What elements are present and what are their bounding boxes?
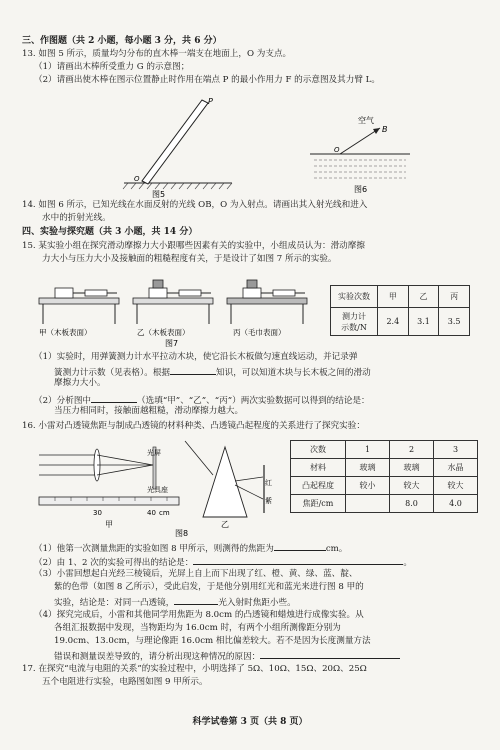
q16-sub1 [34, 541, 347, 555]
answer-blank[interactable] [274, 541, 326, 551]
text-segment: 簧测力计示数（见表格）。根据 [54, 368, 171, 378]
q16-sub3-line3 [54, 595, 296, 609]
fig6-ray-arrow [373, 128, 380, 134]
fig6-water-lines [314, 160, 406, 178]
fig7-setup-bing [227, 280, 307, 324]
table-row [291, 477, 478, 495]
fig8-label-screen: 光屏 [147, 449, 161, 457]
table-cell: 2.4 [378, 308, 409, 336]
table-cell: 3 [434, 441, 478, 459]
table-cell: 甲 [378, 286, 409, 308]
fig8-jia [39, 447, 179, 529]
fig8-label-bench: 光具座 [147, 486, 168, 494]
table-row [331, 308, 470, 336]
table-row [291, 441, 478, 459]
page-footer: 科学试卷第 3 页（共 8 页） [192, 717, 308, 727]
fig6-label-b: B [382, 125, 388, 134]
text-segment: 光入射时焦距小些。 [218, 598, 296, 608]
fig8-ray [97, 455, 153, 465]
text-segment: （2）由 1、2 次的实验可得出的结论是： [34, 558, 194, 568]
q16-stem: 16. 小雷对凸透镜焦距与制成凸透镜的材料种类、凸透镜凸起程度的关系进行了探究实验： [22, 421, 365, 431]
answer-blank[interactable] [260, 649, 400, 659]
fig8-prism-ray [185, 441, 213, 475]
table-cell: 凸起程度 [291, 477, 346, 495]
table-cell: 玻璃 [390, 459, 434, 477]
fig7-label-jia: 甲（木板表面） [39, 328, 92, 337]
table-cell: 玻璃 [346, 459, 390, 477]
fig7-label-yi: 乙（木板表面） [137, 328, 190, 337]
table-cell [331, 308, 378, 336]
fig5-label-o: O [134, 175, 140, 183]
text-segment: （2）分析图中 [34, 396, 92, 406]
q15-sub2-line1 [34, 393, 370, 407]
answer-blank[interactable] [174, 595, 218, 605]
answer-blank[interactable] [91, 393, 137, 403]
fig6-label-air: 空气 [358, 116, 374, 125]
fig5-rod [142, 100, 208, 184]
fig7-caption: 图7 [165, 339, 179, 348]
q14-line2: 水中的折射光线。 [42, 213, 111, 223]
row-label-line1: 测力计 [342, 311, 366, 321]
q16-sub4-line4 [54, 649, 400, 663]
table-row [291, 495, 478, 513]
q13-stem: 13. 如图 5 所示，质量均匀分布的直木棒一端支在地面上，O 为支点。 [22, 49, 292, 59]
q16-sub2 [34, 555, 412, 569]
fig8-tick-40: 40 [147, 509, 156, 517]
fig8-caption: 图8 [175, 529, 189, 537]
table-cell: 4.0 [434, 495, 478, 513]
q13-sub1: （1）请画出木棒所受重力 G 的示意图； [34, 62, 190, 72]
fig8-label-yi: 乙 [221, 520, 229, 529]
table-cell: 水晶 [434, 459, 478, 477]
table-cell: 1 [346, 441, 390, 459]
table-cell: 2 [390, 441, 434, 459]
q14-line1: 14. 如图 6 所示，已知光线在水面反射的光线 OB，O 为入射点。请画出其入射光线和进入 [22, 200, 368, 210]
fig8-tick-30: 30 [93, 509, 102, 517]
fig7-setup-yi [133, 280, 213, 324]
text-segment: 。 [403, 558, 412, 568]
table-cell: 乙 [408, 286, 439, 308]
fig8-dispersed-ray [235, 477, 263, 481]
q15-line2: 力大小与压力大小及接触面的粗糙程度有关，于是设计了如图 7 所示的实验。 [42, 254, 337, 264]
table-cell: 材料 [291, 459, 346, 477]
table-cell: 焦距/cm [291, 495, 346, 513]
figure-5 [120, 95, 240, 200]
q16-sub3-line1: （3）小雷回想起白光经三棱镜后，光屏上自上而下出现了红、橙、黄、绿、蓝、靛、 [34, 569, 358, 579]
table-row [291, 459, 478, 477]
q16-sub4-line1: （4）探究完成后，小雷和其他同学用焦距为 8.0cm 的凸透镜和蜡烛进行成像实验。从 [34, 610, 364, 620]
q15-sub2-line2: 当压力相同时，接触面越粗糙，滑动摩擦力越大。 [54, 406, 244, 416]
figure-6 [300, 110, 420, 195]
text-segment: 实验，结论是：对同一凸透镜， [54, 598, 175, 608]
q16-sub4-line3: 19.0cm、13.0cm，与理论像距 16.0cm 相比偏差较大。若不是因为长度测量方法 [54, 636, 371, 646]
table-cell: 3.1 [408, 308, 439, 336]
fig8-ray [97, 465, 153, 475]
answer-blank[interactable] [193, 555, 403, 565]
answer-blank[interactable] [170, 365, 216, 375]
fig7-label-bing: 丙（毛巾表面） [233, 328, 286, 337]
q17-line1: 17. 在探究“电流与电阻的关系”的实验过程中，小明选择了 5Ω、10Ω、15Ω、20Ω、25Ω [22, 664, 367, 674]
text-segment: 知识，可以知道木块与长木板之间的滑动 [216, 368, 371, 378]
row-label-line2: 示数/N [341, 322, 367, 332]
fig5-caption: 图5 [152, 190, 166, 199]
section-4-title: 四、实验与探究题（共 3 小题，共 14 分） [22, 227, 198, 237]
table-cell: 8.0 [390, 495, 434, 513]
fig6-reflected-ray [340, 128, 380, 154]
fig7-setup-jia [39, 288, 119, 324]
q15-sub1-line3: 摩擦力大小。 [54, 378, 106, 388]
q15-line1: 15. 某实验小组在探究滑动摩擦力大小跟哪些因素有关的实验中，小组成员认为：滑动摩擦 [22, 241, 365, 251]
text-segment: （选填“甲”、“乙”、“丙”）两次实验数据可以得到的结论是： [137, 396, 370, 406]
table-cell: 较大 [390, 477, 434, 495]
text-segment: （1）他第一次测量焦距的实验如图 8 甲所示，则测得的焦距为 [34, 544, 274, 554]
q13-sub2: （2）请画出使木棒在图示位置静止时作用在端点 P 的最小作用力 F 的示意图及其力臂 L。 [34, 75, 380, 85]
table-row [331, 286, 470, 308]
q15-sub1-line2 [54, 365, 371, 379]
table-cell: 丙 [439, 286, 470, 308]
figure-7 [35, 268, 320, 348]
fig8-ruler [39, 497, 179, 505]
table-cell [346, 495, 390, 513]
fig8-label-hong: 红 [265, 479, 272, 487]
table-cell: 次数 [291, 441, 346, 459]
section-3-title: 三、作图题（共 2 小题，每小题 3 分，共 6 分） [22, 36, 222, 46]
q16-sub4-line2: 各组汇报数据中发现，当物距均为 16.0cm 时，有两个小组所测像距分别为 [54, 623, 341, 633]
fig5-label-p: P [208, 97, 213, 106]
q16-data-table [290, 440, 478, 513]
fig6-label-o: O [334, 146, 340, 154]
fig8-label-jia: 甲 [105, 520, 113, 529]
text-segment: 错误和测量误差导致的，请分析出现这种情况的原因： [54, 652, 261, 662]
fig5-ground-hatch [123, 183, 232, 189]
table-cell: 较大 [434, 477, 478, 495]
table-cell: 实验次数 [331, 286, 378, 308]
fig8-unit-cm: cm [159, 509, 170, 517]
fig6-caption: 图6 [354, 185, 368, 194]
fig8-prism [203, 447, 247, 517]
fig8-yi [185, 441, 272, 529]
figure-8 [35, 437, 275, 537]
q16-sub3-line2: 紫的色带（如图 8 乙所示），受此启发，于是他分别用红光和蓝光来进行图 8 甲的 [54, 582, 364, 592]
q15-sub1-line1: （1）实验时，用弹簧测力计水平拉动木块，使它沿长木板做匀速直线运动，并记录弹 [34, 352, 358, 362]
q15-data-table [330, 285, 470, 336]
fig8-label-zi: 紫 [265, 497, 272, 505]
table-cell: 3.5 [439, 308, 470, 336]
text-segment: cm。 [325, 544, 348, 554]
table-cell: 较小 [346, 477, 390, 495]
q17-line2: 五个电阻进行实验，电路图如图 9 甲所示。 [42, 677, 208, 687]
